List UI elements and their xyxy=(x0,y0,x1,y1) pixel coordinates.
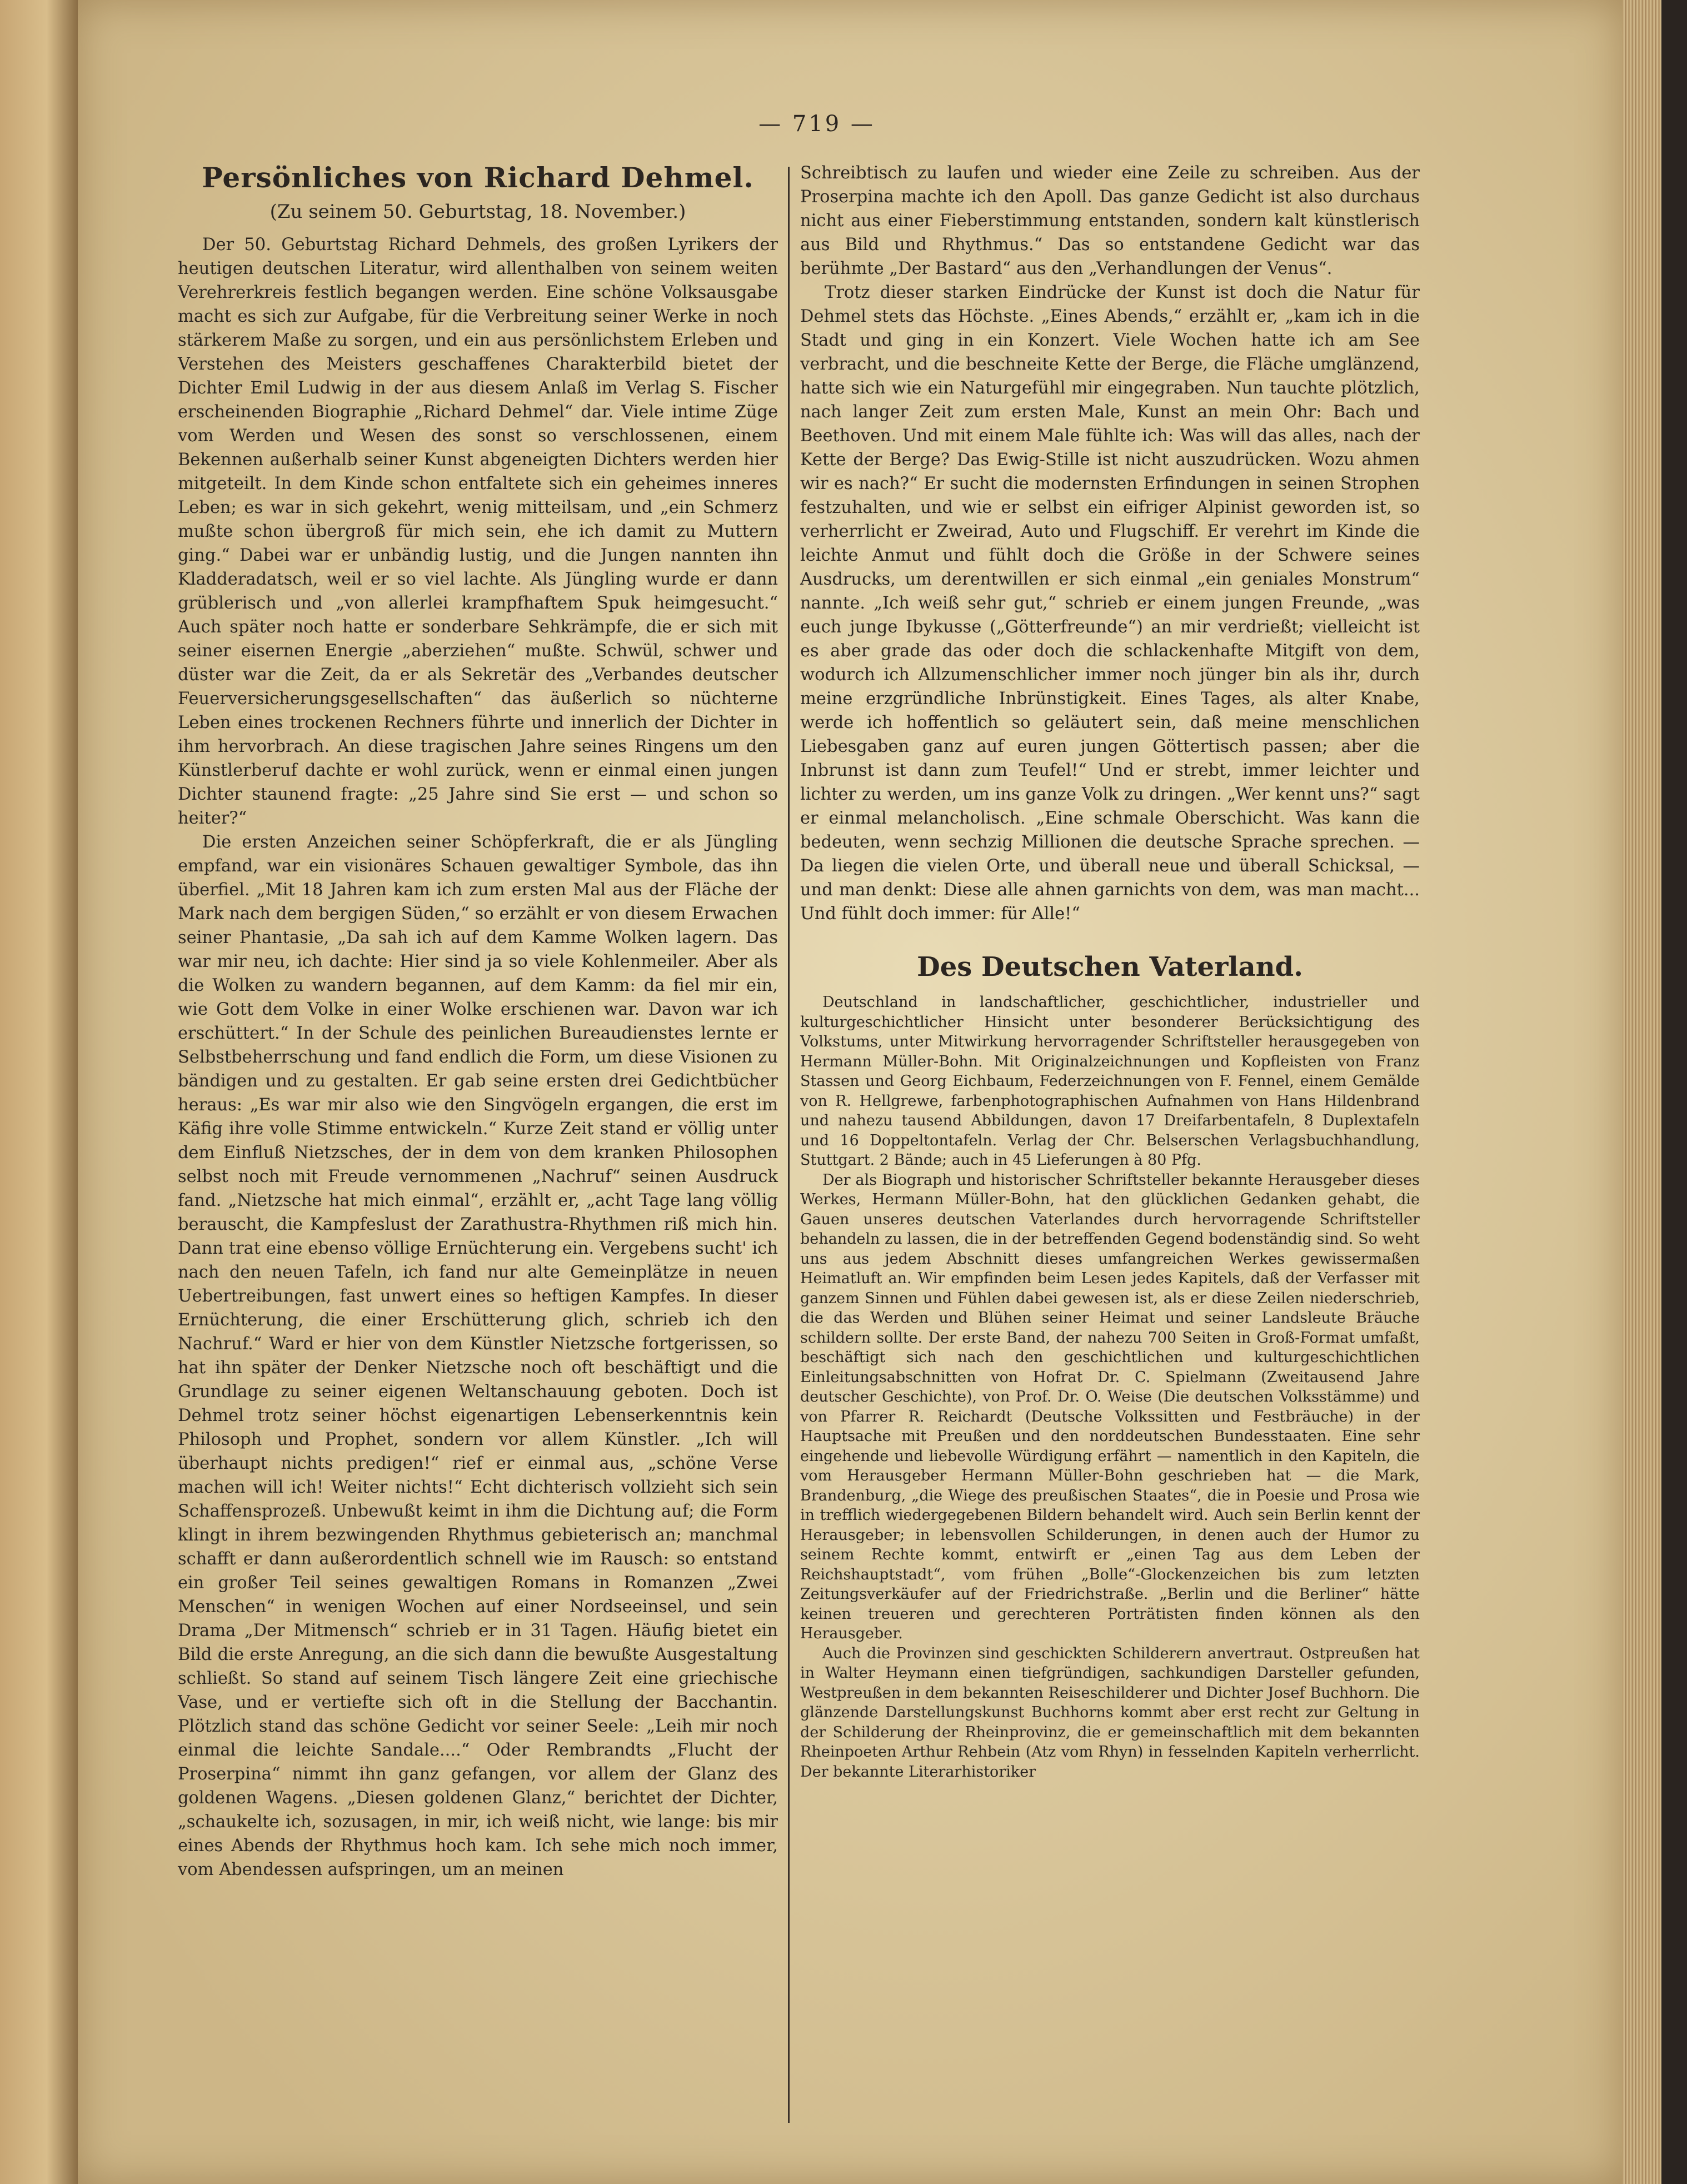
paragraph: Schreibtisch zu laufen und wieder eine Zeile zu schreiben. Aus der Proserpina machte ich den Apoll. Das ganze Gedicht ist also durchaus nicht aus einer Fieberstimmung entstanden, sondern kalt künstlerisch aus Bild und Rhythmus.“ Das so entstandene Gedicht war das berühmte „Der Bastard“ aus den „Verhandlungen der Venus“. xyxy=(800,163,1420,278)
facing-page-edge xyxy=(0,0,78,2184)
page-number: — 719 — xyxy=(758,111,875,137)
paragraph: Der 50. Geburtstag Richard Dehmels, des großen Lyrikers der heutigen deutschen Literatur, wird allenthalben von seinem weiten Verehrerkreis festlich begangen werden. Eine schöne Volksausgabe macht es sich zur Aufgabe, für die Verbreitung seiner Werke in noch stärkerem Maße zu sorgen, und ein aus persönlichstem Erleben und Verstehen des Meisters geschaffenes Charakterbild bietet der Dichter Emil Ludwig in der aus diesem Anlaß im Verlag S. Fischer erscheinenden Biographie „Richard Dehmel“ dar. Viele intime Züge vom Werden und Wesen des sonst so verschlossenen, einem Bekennen außerhalb seiner Kunst abgeneigten Dichters werden hier mitgeteilt. In dem Kinde schon entfaltete sich ein geheimes inneres Leben; es war in sich gekehrt, wenig mitteilsam, und „ein Schmerz mußte schon übergroß für mich sein, ehe ich damit zu Muttern ging.“ Dabei war er unbändig lustig, und die Jungen nannten ihn Kladderadatsch, weil er so viel lachte. Als Jüngling wurde er dann grüblerisch und „von allerlei krampfhaftem Spuk heimgesucht.“ Auch später noch hatte er sonderbare Sehkrämpfe, die er sich mit seiner eisernen Energie „aberziehen“ mußte. Schwül, schwer und düster war die Zeit, da er als Sekretär des „Verbandes deutscher Feuerversicherungsgesellschaften“ das äußerlich so nüchterne Leben eines trockenen Rechners führte und innerlich der Dichter in ihm hervorbrach. An diese tragischen Jahre seines Ringens um den Künstlerberuf dachte er wohl zurück, wenn er einmal einen jungen Dichter staunend fragte: „25 Jahre sind Sie erst — und schon so heiter?“ xyxy=(178,235,778,828)
column-divider xyxy=(788,167,790,2123)
article-body-continued xyxy=(800,161,1420,926)
article-body xyxy=(178,233,778,1882)
paragraph: Der als Biograph und historischer Schriftsteller bekannte Herausgeber dieses Werkes, Hermann Müller-Bohn, hat den glücklichen Gedanken gehabt, die Gauen unseres deutschen Vaterlandes durch hervorragende Schriftsteller behandeln zu lassen, die in der betreffenden Gegend bodenständig sind. So weht uns aus jedem Abschnitt dieses umfangreichen Werkes gewissermaßen Heimatluft an. Wir empfinden beim Lesen jedes Kapitels, daß der Verfasser mit ganzem Sinnen und Fühlen dabei gewesen ist, als er diese Zeilen niederschrieb, die das Werden und Blühen seiner Heimat und seiner Landsleute Bräuche schildern sollte. Der erste Band, der nahezu 700 Seiten in Groß-Format umfaßt, beschäftigt sich nach den geschichtlichen und kulturgeschichtlichen Einleitungsabschnitten von Hofrat Dr. C. Spielmann (Zweitausend Jahre deutscher Geschichte), von Prof. Dr. O. Weise (Die deutschen Volksstämme) und von Pfarrer R. Reichardt (Deutsche Volkssitten und Festbräuche) in der Hauptsache mit Preußen und den norddeutschen Bundesstaaten. Eine sehr eingehende und liebevolle Würdigung erfährt — namentlich in den Kapiteln, die vom Herausgeber Hermann Müller-Bohn geschrieben hat — die Mark, Brandenburg, „die Wiege des preußischen Staates“, die in Poesie und Prosa wie in trefflich wiedergegebenen Bildern behandelt wird. Auch sein Berlin kennt der Herausgeber; in lebensvollen Schilderungen, in denen auch der Humor zu seinem Rechte kommt, entwirft er „einen Tag aus dem Leben der Reichshauptstadt“, vom frühen „Bolle“-Glockenzeichen bis zum letzten Zeitungsverkäufer auf der Friedrichstraße. „Berlin und die Berliner“ hätte keinen treueren und gerechteren Porträtisten finden können als den Herausgeber. xyxy=(800,1171,1420,1642)
paragraph: Auch die Provinzen sind geschickten Schilderern anvertraut. Ostpreußen hat in Walter Heymann einen tiefgründigen, sachkundigen Darsteller gefunden, Westpreußen in dem bekannten Reiseschilderer und Dichter Josef Buchhorn. Die glänzende Darstellungskunst Buchhorns kommt aber erst recht zur Geltung in der Schilderung der Rheinprovinz, die er gemeinschaftlich mit dem bekannten Rheinpoeten Arthur Rehbein (Atz vom Rhyn) in fesselnden Kapiteln verherrlicht. Der bekannte Literarhistoriker xyxy=(800,1644,1420,1781)
review-body xyxy=(800,993,1420,1782)
right-column xyxy=(800,161,1420,1782)
paragraph: Deutschland in landschaftlicher, geschichtlicher, industrieller und kulturgeschichtlicher Hinsicht unter besonderer Berücksichtigung des Volkstums, unter Mitwirkung hervorragender Schriftsteller herausgegeben von Hermann Müller-Bohn. Mit Originalzeichnungen und Kopfleisten von Franz Stassen und Georg Eichbaum, Federzeichnungen von F. Fennel, einem Gemälde von R. Hellgrewe, farbenphotographischen Aufnahmen von Hans Hildenbrand und nahezu tausend Abbildungen, davon 17 Dreifarbentafeln, 8 Duplextafeln und 16 Doppeltontafeln. Verlag der Chr. Belserschen Verlagsbuchhandlung, Stuttgart. 2 Bände; auch in 45 Lieferungen à 80 Pfg. xyxy=(800,994,1420,1169)
paragraph: Trotz dieser starken Eindrücke der Kunst ist doch die Natur für Dehmel stets das Höchste. „Eines Abends,“ erzählt er, „kam ich in die Stadt und ging in ein Konzert. Viele Wochen hatte ich am See verbracht, und die beschneite Kette der Berge, die Fläche umglänzend, hatte sich wie ein Naturgefühl mir eingegraben. Nun tauchte plötzlich, nach langer Zeit zum ersten Male, Kunst an mein Ohr: Bach und Beethoven. Und mit einem Male fühlte ich: Was will das alles, nach der Kette der Berge? Das Ewig-Stille ist nicht auszudrücken. Wozu ahmen wir es nach?“ Er sucht die modernsten Erfindungen in seinen Strophen festzuhalten, und wie er selbst ein eifriger Alpinist geworden ist, so verherrlicht er Zweirad, Auto und Flugschiff. Er verehrt im Kinde die leichte Anmut und fühlt doch die Größe in der Schwere seines Ausdrucks, um derentwillen er sich einmal „ein geniales Monstrum“ nannte. „Ich weiß sehr gut,“ schrieb er einem jungen Freunde, „was euch junge Ibykusse („Götterfreunde“) an mir verdrießt; vielleicht ist es aber grade das oder doch die schlackenhafte Mitgift von dem, wodurch ich Allzumenschlicher immer noch jünger bin als ihr, durch meine erzgründliche Inbrünstigkeit. Eines Tages, als alter Knabe, werde ich hoffentlich so geläutert sein, daß meine menschlichen Liebesgaben ganz auf euren jungen Göttertisch passen; aber die Inbrunst ist dann zum Teufel!“ Und er strebt, immer leichter und lichter zu werden, um ins ganze Volk zu dringen. „Wer kennt uns?“ sagt er einmal melancholisch. „Eine schmale Oberschicht. Was kann die bedeuten, wenn sechzig Millionen die deutsche Sprache sprechen. — Da liegen die vielen Orte, und überall neue und überall Schicksal, — und man denkt: Diese alle ahnen garnichts von dem, was man macht... Und fühlt doch immer: für Alle!“ xyxy=(800,283,1420,924)
article-title: Persönliches von Richard Dehmel. xyxy=(202,161,754,194)
review-title: Des Deutschen Vaterland. xyxy=(917,951,1303,983)
article-subtitle: (Zu seinem 50. Geburtstag, 18. November.) xyxy=(269,201,686,223)
book-cover-edge xyxy=(1661,0,1687,2184)
left-column xyxy=(178,161,778,1882)
paragraph: Die ersten Anzeichen seiner Schöpferkraft, die er als Jüngling empfand, war ein visionäres Schauen gewaltiger Symbole, das ihn überfiel. „Mit 18 Jahren kam ich zum ersten Mal aus der Fläche der Mark nach dem bergigen Süden,“ so erzählt er von diesem Erwachen seiner Phantasie, „Da sah ich auf dem Kamme Wolken lagern. Das war mir neu, ich dachte: Hier sind ja so viele Kohlenmeiler. Aber als die Wolken zu wandern begannen, auf dem Kamm: da fiel mir ein, wie Gott dem Volke in einer Wolke erschienen war. Davon war ich erschüttert.“ In der Schule des peinlichen Bureaudienstes lernte er Selbstbeherrschung und fand endlich die Form, um diese Visionen zu bändigen und zu gestalten. Er gab seine ersten drei Gedichtbücher heraus: „Es war mir also wie den Singvögeln ergangen, die erst im Käfig ihre volle Stimme entwickeln.“ Kurze Zeit stand er völlig unter dem Einfluß Nietzsches, der in dem von dem kranken Philosophen selbst noch mit Freude vernommenen „Nachruf“ seinen Ausdruck fand. „Nietzsche hat mich einmal“, erzählt er, „acht Tage lang völlig berauscht, die Kampfeslust der Zarathustra-Rhythmen riß mich hin. Dann trat eine ebenso völlige Ernüchterung ein. Vergebens sucht' ich nach den neuen Tafeln, ich fand nur alte Gemeinplätze in neuen Uebertreibungen, fast unwert eines so heftigen Kampfes. In dieser Ernüchterung, die einer Erschütterung glich, schrieb ich den Nachruf.“ Ward er hier von dem Künstler Nietzsche fortgerissen, so hat ihn später der Denker Nietzsche noch oft beschäftigt und die Grundlage zu seiner eigenen Weltanschauung geboten. Doch ist Dehmel trotz seiner höchst eigenartigen Lebenserkenntnis kein Philosoph und Prophet, sondern vor allem Künstler. „Ich will überhaupt nichts predigen!“ rief er einmal aus, „schöne Verse machen will ich! Weiter nichts!“ Echt dichterisch vollzieht sich sein Schaffensprozeß. Unbewußt keimt in ihm die Dichtung auf; die Form klingt in ihrem bezwingenden Rhythmus gebieterisch an; manchmal schafft er dann außerordentlich schnell wie im Rausch: so entstand ein großer Teil seines gewaltigen Romans in Romanzen „Zwei Menschen“ in wenigen Wochen auf einer Nordseeinsel, und sein Drama „Der Mitmensch“ schrieb er in 31 Tagen. Häufig bietet ein Bild die erste Anregung, an die sich dann die bewußte Ausgestaltung schließt. So stand auf seinem Tisch längere Zeit eine griechische Vase, und er vertiefte sich oft in die Stellung der Bacchantin. Plötzlich stand das schöne Gedicht vor seiner Seele: „Leih mir noch einmal die leichte Sandale....“ Oder Rembrandts „Flucht der Proserpina“ nimmt ihn ganz gefangen, vor allem der Glanz des goldenen Wagens. „Diesen goldenen Glanz,“ berichtet der Dichter, „schaukelte ich, sozusagen, in mir, ich weiß nicht, wie lange: bis mir eines Abends der Rhythmus hoch kam. Ich sehe mich noch immer, vom Abendessen aufspringen, um an meinen xyxy=(178,832,778,1879)
